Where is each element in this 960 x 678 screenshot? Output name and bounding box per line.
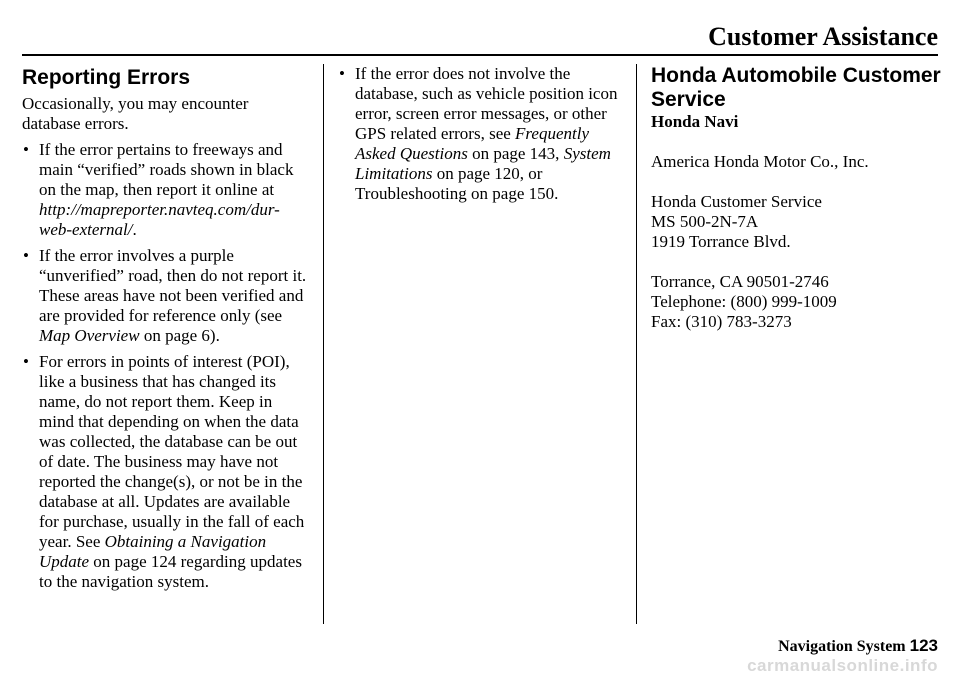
column-other-errors	[338, 64, 620, 210]
faq-link[interactable]: Frequently Asked Questions	[355, 124, 589, 163]
map-overview-link[interactable]: Map Overview	[39, 326, 140, 345]
page-number: 123	[909, 636, 938, 655]
item-text: If the error does not involve the database, such as vehicle position icon error, screen error messages, or other GPS related errors, see	[355, 64, 618, 143]
item-text: If the error involves a purple “unverified” road, then do not report it. These areas have not been verified and are provided for reference only (see	[39, 246, 307, 325]
item-text: For errors in points of interest (POI), like a business that has changed its name, do not report them. Keep in mind that depending on when the data was collected, the database can be out of date. The business may have not reported the change(s), or not be in the database at all. Updates are available for purchase, usually in the fall of each year. See	[39, 352, 305, 551]
column-reporting-errors	[22, 64, 310, 598]
list-item	[22, 246, 310, 346]
system-limitations-link[interactable]: System Limitations	[355, 144, 611, 183]
fax-number: Fax: (310) 783-3273	[651, 312, 792, 331]
item-text: on page 120, or Troubleshooting on page 150.	[355, 164, 559, 203]
city-state-zip: Torrance, CA 90501-2746	[651, 272, 829, 291]
mapreporter-url-link[interactable]: http://mapreporter.navteq.com/dur-web-external/	[39, 200, 280, 239]
page-footer	[778, 636, 938, 656]
bullet-marker: •	[339, 64, 345, 83]
column-divider-2	[636, 64, 637, 624]
watermark-text: carmanualsonline.info	[747, 656, 938, 675]
footer-label: Navigation System	[778, 638, 906, 655]
list-item	[22, 140, 310, 240]
department-name: Honda Customer Service	[651, 192, 822, 211]
item-text: on page 6).	[139, 326, 220, 345]
company-name: America Honda Motor Co., Inc.	[651, 152, 869, 171]
page-header-title: Customer Assistance	[708, 22, 938, 51]
street-address: 1919 Torrance Blvd.	[651, 232, 791, 251]
header-divider	[22, 54, 938, 56]
column-customer-service	[651, 64, 941, 332]
section-heading-customer-service: Honda Automobile Customer Service	[651, 64, 941, 111]
column-divider-1	[323, 64, 324, 624]
navigation-update-link[interactable]: Obtaining a Navigation Update	[39, 532, 267, 571]
item-text: on page 143,	[467, 144, 564, 163]
list-item	[22, 352, 310, 592]
item-text: on page 124 regarding updates to the navigation system.	[39, 552, 302, 591]
contact-block	[651, 112, 941, 332]
section-heading-reporting-errors: Reporting Errors	[22, 66, 191, 89]
bullet-marker: •	[23, 140, 29, 159]
mail-stop: MS 500-2N-7A	[651, 212, 759, 231]
bullet-list	[338, 64, 620, 204]
bullet-marker: •	[23, 246, 29, 265]
contact-subheading: Honda Navi	[651, 112, 739, 131]
intro-paragraph: Occasionally, you may encounter database errors.	[22, 94, 249, 133]
list-item	[338, 64, 620, 204]
item-text: .	[132, 220, 137, 239]
telephone-number: Telephone: (800) 999-1009	[651, 292, 837, 311]
bullet-marker: •	[23, 352, 29, 371]
bullet-list	[22, 140, 310, 592]
item-text: If the error pertains to freeways and main “verified” roads shown in black on the map, then report it online at	[39, 140, 294, 199]
